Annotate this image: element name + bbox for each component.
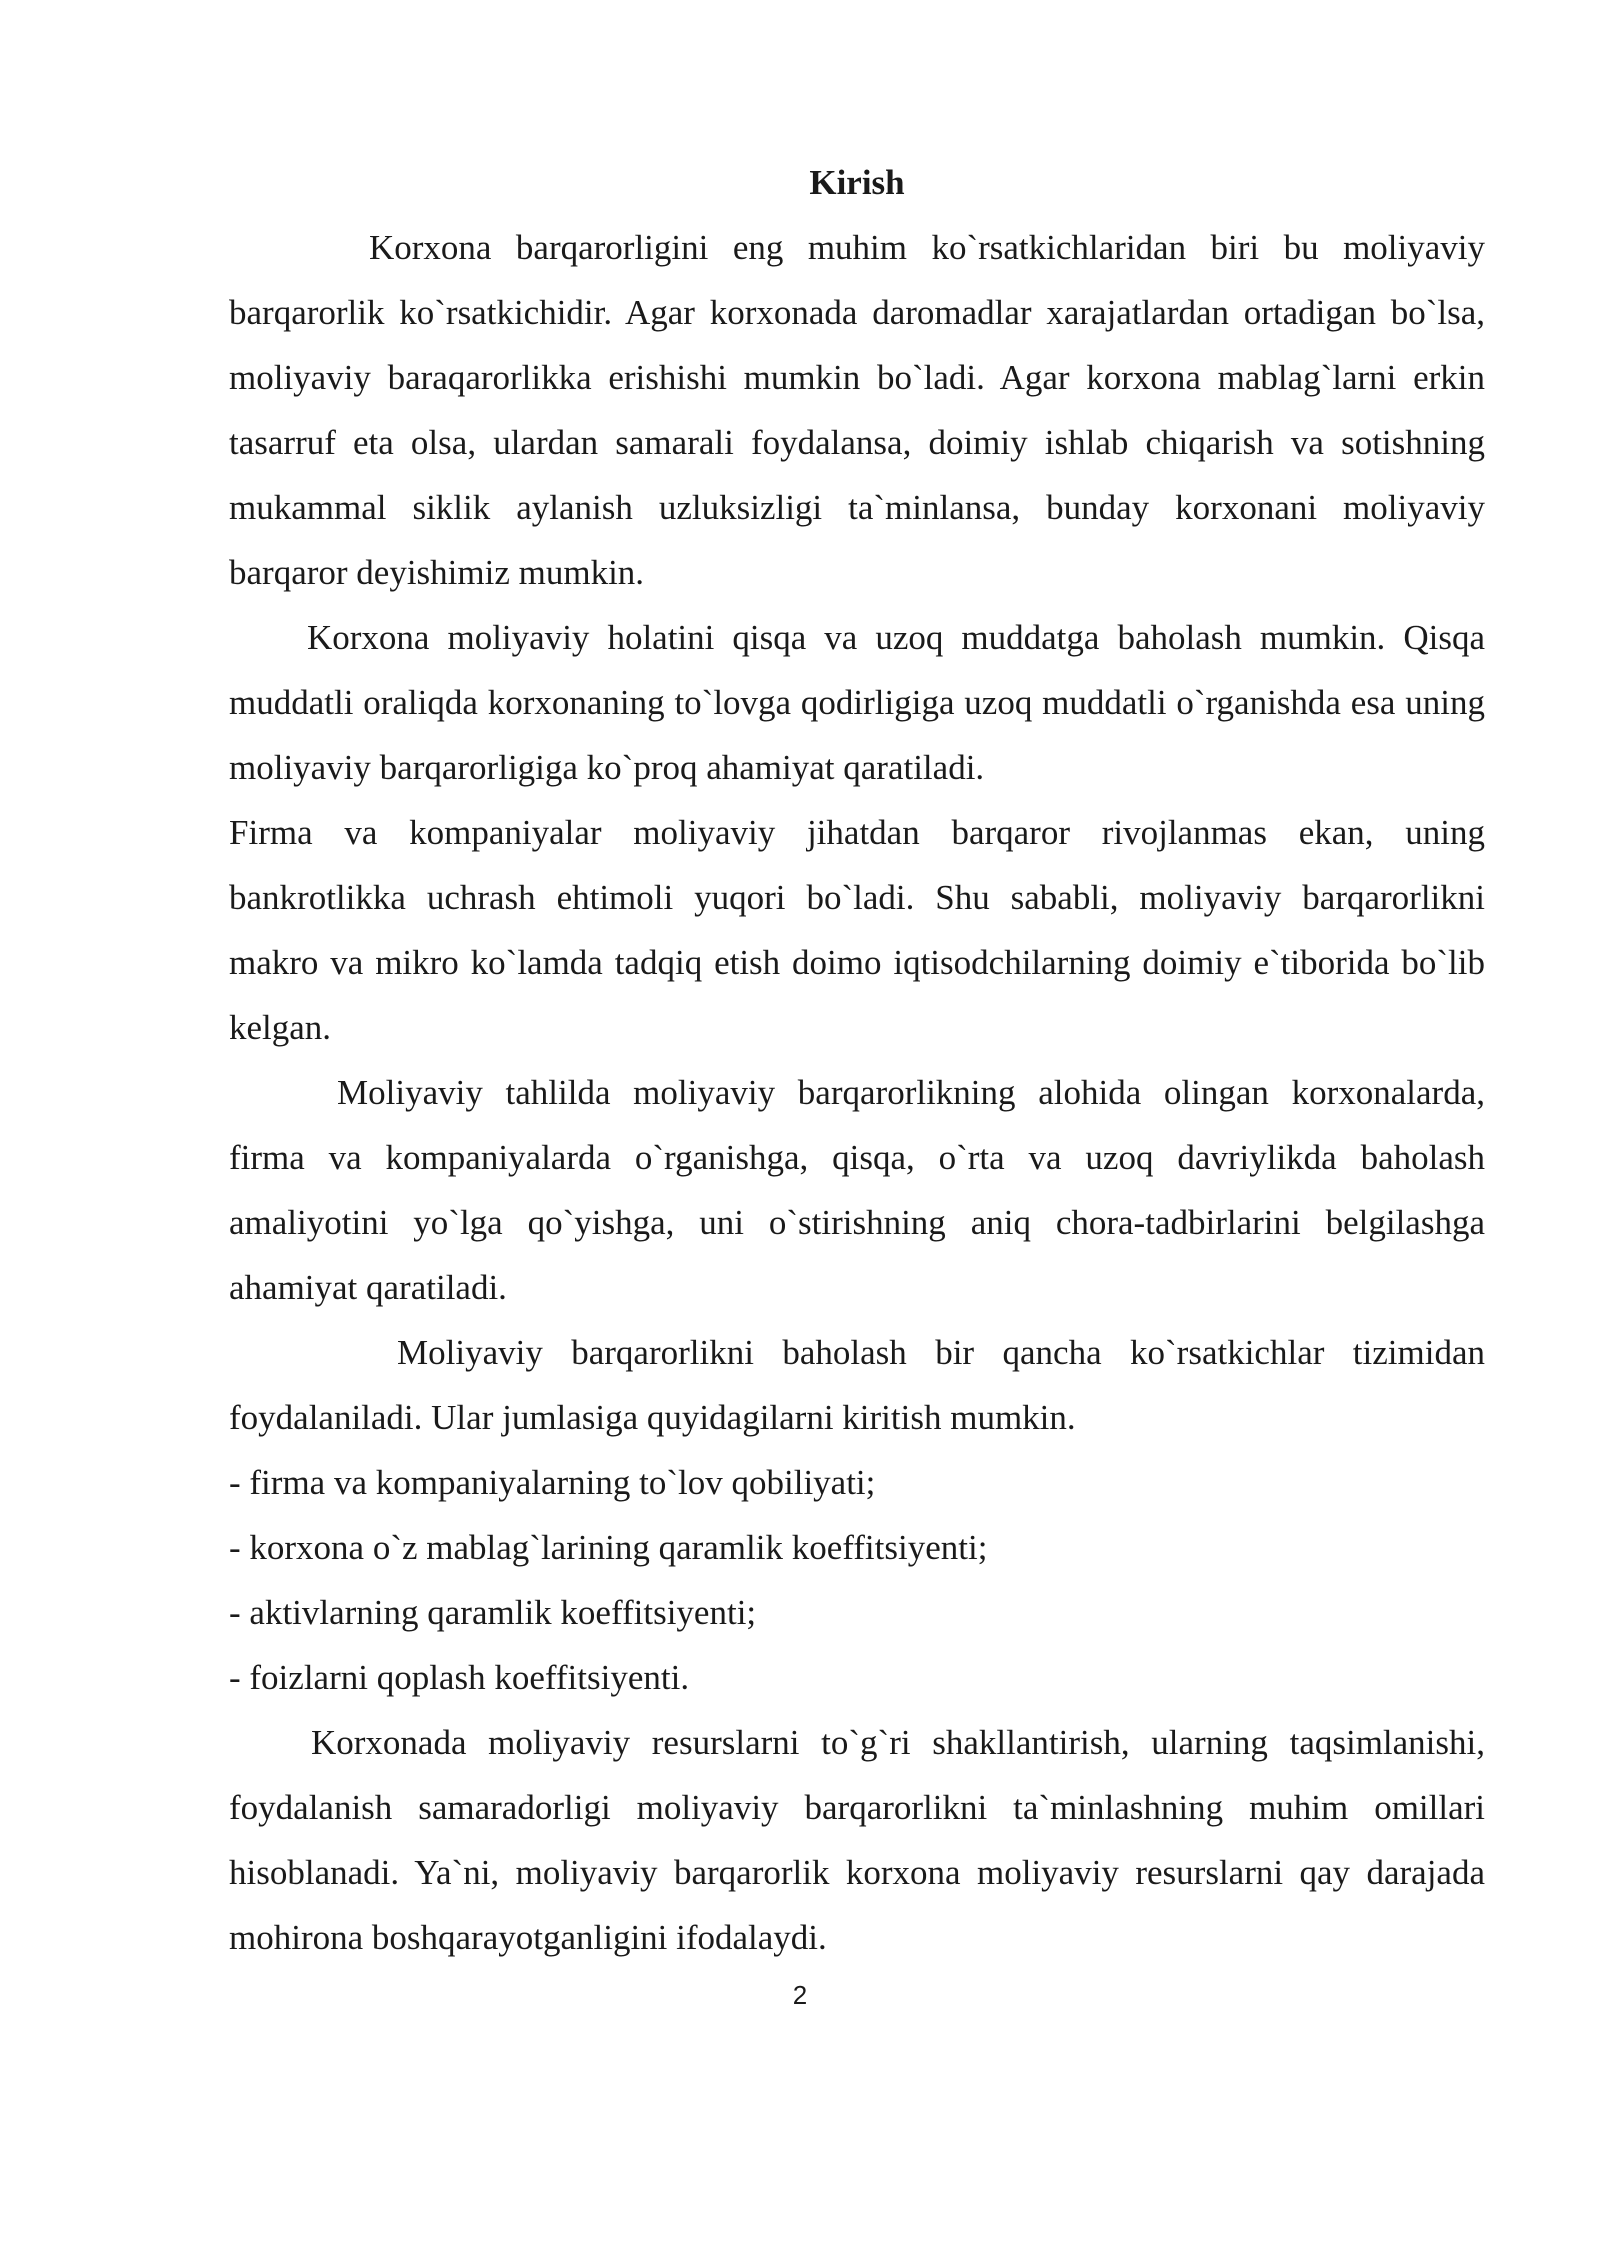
paragraph-4: Moliyaviy tahlilda moliyaviy barqarorlikning alohida olingan korxonalarda, firma va kompaniyalarda o`rganishga, qisqa, o`rta va uzoq davriylikda baholash amaliyotini yo`lga qo`yishga, uni o`stirishning aniq chora-tadbirlarini belgilashga ahamiyat qaratiladi. (229, 1073, 1485, 1307)
paragraph-2: Korxona moliyaviy holatini qisqa va uzoq muddatga baholash mumkin. Qisqa muddatli oraliqda korxonaning to`lovga qodirligiga uzoq muddatli o`rganishda esa uning moliyaviy barqarorligiga ko`proq ahamiyat qaratiladi. (229, 618, 1485, 787)
paragraph-1: Korxona barqarorligini eng muhim ko`rsatkichlaridan biri bu moliyaviy barqarorlik ko`rsatkichidir. Agar korxonada daromadlar xarajatlardan ortadigan bo`lsa, moliyaviy baraqarorlikka erishishi mumkin bo`ladi. Agar korxona mablag`larni erkin tasarruf eta olsa, ulardan samarali foydalansa, doimiy ishlab chiqarish va sotishning mukammal siklik aylanish uzluksizligi ta`minlansa, bunday korxonani moliyaviy barqaror deyishimiz mumkin. (229, 228, 1485, 592)
closing-paragraph: Korxonada moliyaviy resurslarni to`g`ri shakllantirish, ularning taqsimlanishi, foydalanish samaradorligi moliyaviy barqarorlikni ta`minlashning muhim omillari hisoblanadi. Ya`ni, moliyaviy barqarorlik korxona moliyaviy resurslarni qay darajada mohirona boshqarayotganligini ifodalaydi. (229, 1723, 1485, 1957)
list-item: - foizlarni qoplash koeffitsiyenti. (229, 1658, 690, 1697)
paragraph-5: Moliyaviy barqarorlikni baholash bir qancha ko`rsatkichlar tizimidan foydalaniladi. Ular jumlasiga quyidagilarni kiritish mumkin. (229, 1333, 1485, 1437)
paragraph-3: Firma va kompaniyalar moliyaviy jihatdan barqaror rivojlanmas ekan, uning bankrotlikka uchrash ehtimoli yuqori bo`ladi. Shu sababli, moliyaviy barqarorlikni makro va mikro ko`lamda tadqiq etish doimo iqtisodchilarning doimiy e`tiborida bo`lib kelgan. (229, 813, 1485, 1047)
list-item: - korxona o`z mablag`larining qaramlik koeffitsiyenti; (229, 1528, 988, 1567)
page-number: 2 (792, 1980, 808, 2010)
page-title: Kirish (809, 163, 905, 202)
document-page (229, 150, 1485, 1970)
indicator-list (229, 1450, 1485, 1710)
list-item: - firma va kompaniyalarning to`lov qobiliyati; (229, 1463, 876, 1502)
list-item: - aktivlarning qaramlik koeffitsiyenti; (229, 1593, 757, 1632)
